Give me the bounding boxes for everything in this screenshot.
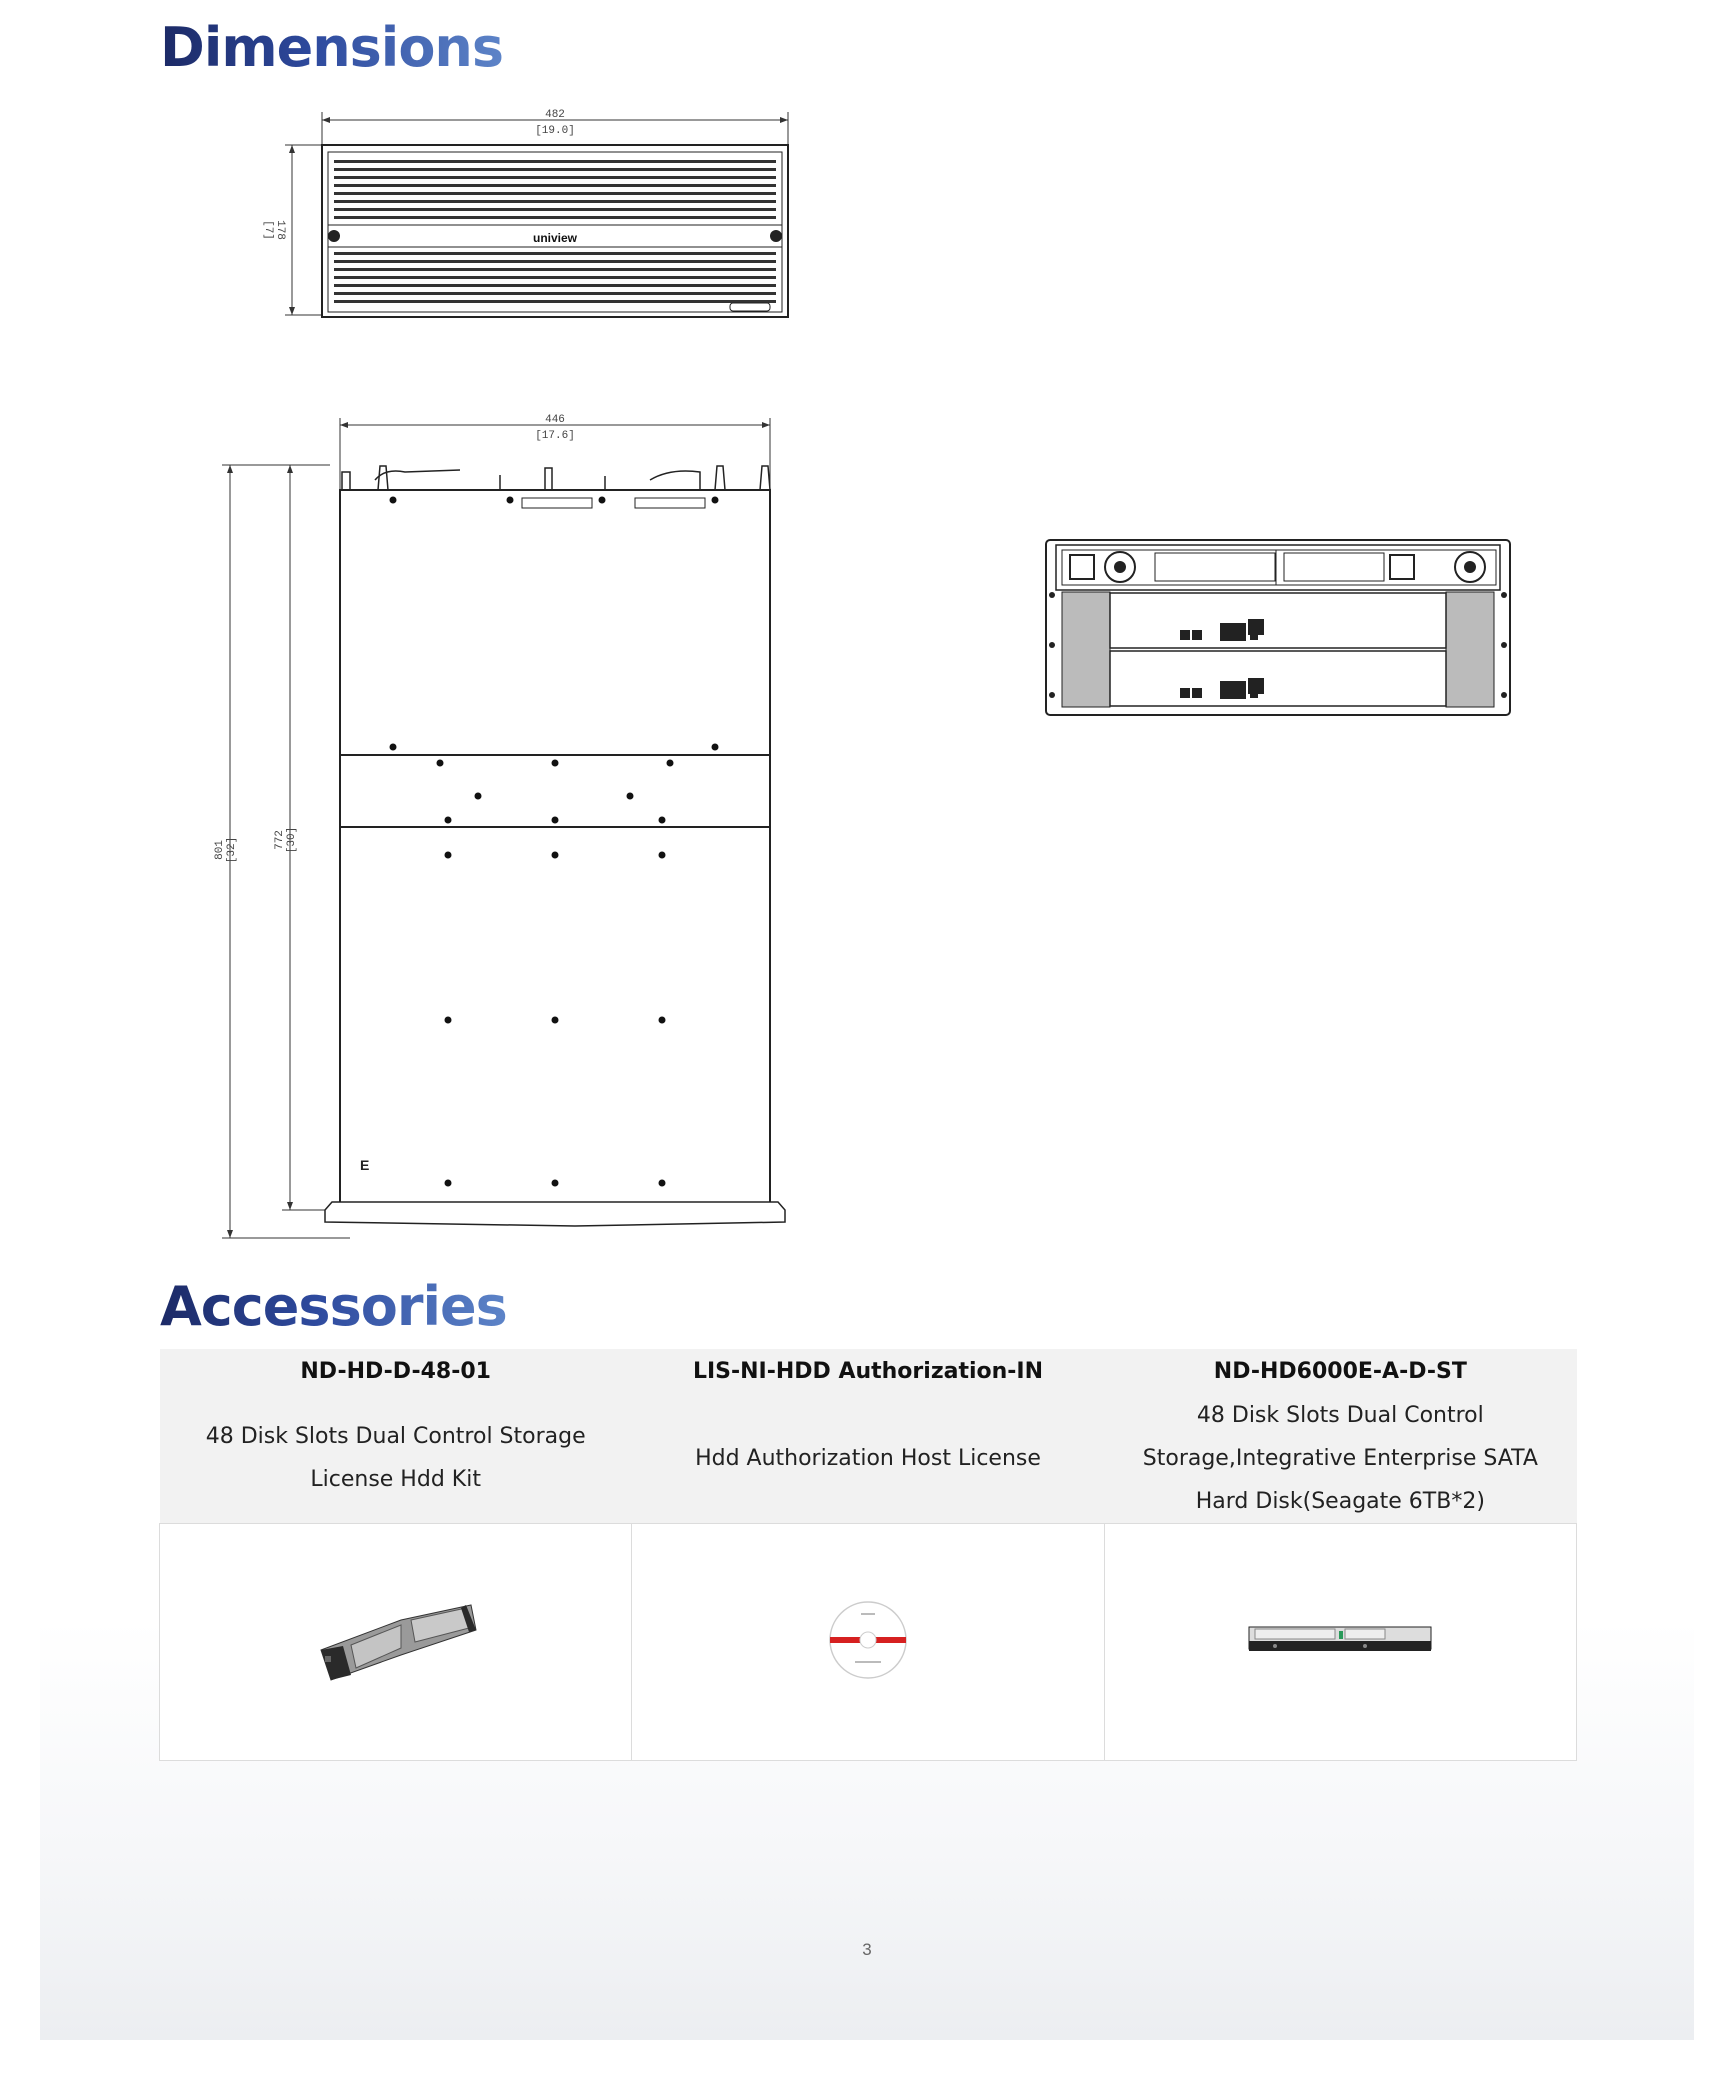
hard-disk-icon	[1245, 1615, 1435, 1665]
accessories-table	[159, 1349, 1577, 1761]
accessory-description-3: 48 Disk Slots Dual Control Storage,Integrative Enterprise SATA Hard Disk(Seagate 6TB*2)	[1104, 1393, 1576, 1524]
top-view-drawing	[210, 410, 810, 1250]
top-depth-body-mm: 772	[274, 830, 286, 850]
accessory-model-2: LIS-NI-HDD Authorization-IN	[632, 1349, 1104, 1393]
top-depth-body-in: [30]	[286, 826, 298, 854]
top-width-in: [17.6]	[535, 430, 575, 442]
page-number: 3	[862, 1940, 872, 1959]
front-width-mm: 482	[545, 109, 565, 121]
accessories-title: Accessories	[160, 1275, 507, 1338]
rear-view-drawing	[1040, 535, 1520, 720]
accessory-description-2: Hdd Authorization Host License	[632, 1393, 1104, 1524]
license-cd-icon	[823, 1595, 913, 1685]
front-height-in: [7]	[262, 220, 274, 240]
front-logo: uniview	[532, 231, 578, 245]
top-depth-total-mm: 801	[214, 840, 226, 860]
top-view-mark: E	[360, 1157, 370, 1173]
accessory-model-1: ND-HD-D-48-01	[160, 1349, 632, 1393]
front-view-drawing	[262, 100, 810, 330]
accessory-description-1: 48 Disk Slots Dual Control Storage License Hdd Kit	[160, 1393, 632, 1524]
accessory-model-3: ND-HD6000E-A-D-ST	[1104, 1349, 1576, 1393]
dimensions-title: Dimensions	[160, 0, 503, 78]
top-width-mm: 446	[545, 414, 565, 426]
accessory-image-cell-3	[1104, 1524, 1576, 1761]
front-width-in: [19.0]	[535, 125, 575, 137]
top-depth-total-in: [32]	[226, 836, 238, 864]
front-height-mm: 178	[274, 220, 286, 240]
accessory-image-cell-1	[160, 1524, 632, 1761]
hdd-kit-icon	[311, 1590, 481, 1690]
accessory-image-cell-2	[632, 1524, 1104, 1761]
